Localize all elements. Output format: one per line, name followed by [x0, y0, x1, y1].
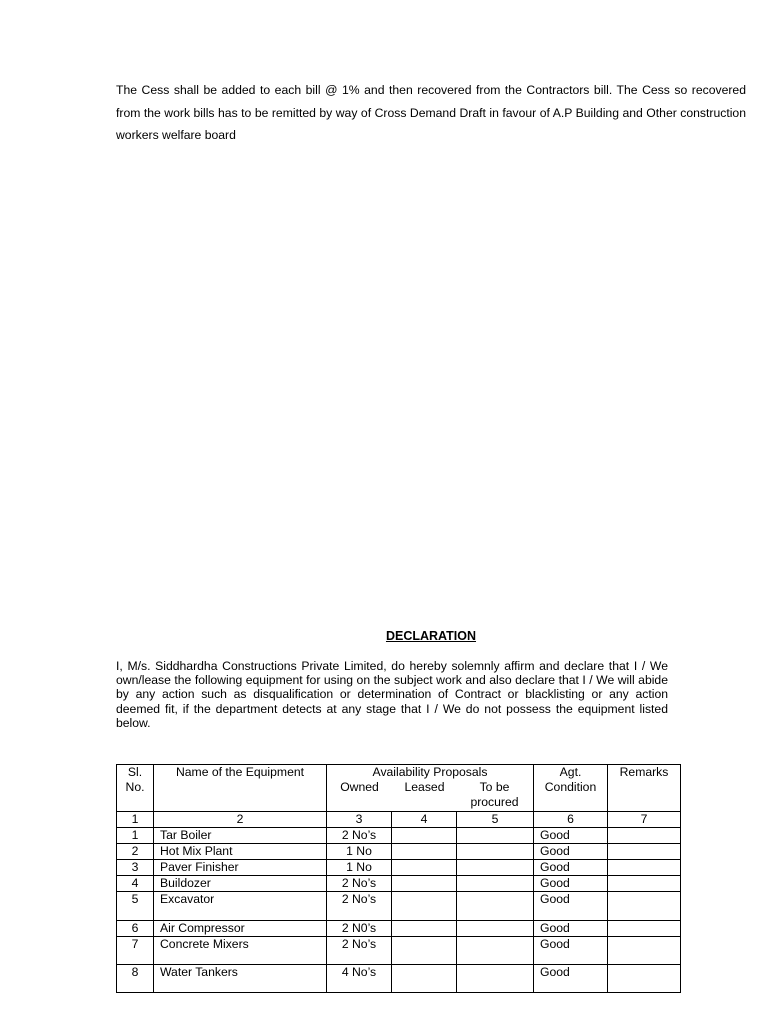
cell-procured	[457, 860, 534, 876]
cess-paragraph: The Cess shall be added to each bill @ 1% and then recovered from the Contractors bill. The Cess so recovered from the work bills has to be remitted by way of Cross Demand Draft in favour of A.P Building and Other construction workers welfare board	[116, 83, 746, 142]
cell-owned: 1 No	[327, 860, 392, 876]
cell-leased	[392, 965, 457, 993]
column-number: 4	[392, 812, 457, 828]
cell-remarks	[608, 844, 681, 860]
cell-procured	[457, 965, 534, 993]
cell-procured	[457, 921, 534, 937]
cell-condition: Good	[534, 892, 608, 921]
column-number: 3	[327, 812, 392, 828]
cell-condition: Good	[534, 921, 608, 937]
cell-equipment-name: Water Tankers	[154, 965, 327, 993]
cell-remarks	[608, 828, 681, 844]
cell-sl: 1	[117, 828, 154, 844]
cell-sl: 7	[117, 937, 154, 965]
cell-owned: 2 N0’s	[327, 921, 392, 937]
table-row	[117, 892, 681, 921]
cell-procured	[457, 876, 534, 892]
cell-leased	[392, 860, 457, 876]
header-agt-condition: Agt. Condition	[534, 765, 608, 812]
cell-equipment-name: Buildozer	[154, 876, 327, 892]
cell-owned: 2 No’s	[327, 876, 392, 892]
cell-leased	[392, 828, 457, 844]
table-row	[117, 876, 681, 892]
cell-sl: 3	[117, 860, 154, 876]
cell-equipment-name: Concrete Mixers	[154, 937, 327, 965]
cell-procured	[457, 937, 534, 965]
header-remarks: Remarks	[608, 765, 681, 812]
cell-equipment-name: Hot Mix Plant	[154, 844, 327, 860]
cell-condition: Good	[534, 965, 608, 993]
cell-sl: 8	[117, 965, 154, 993]
cell-owned: 2 No’s	[327, 892, 392, 921]
cell-condition: Good	[534, 828, 608, 844]
declaration-title: DECLARATION	[385, 629, 477, 643]
cell-leased	[392, 892, 457, 921]
cell-procured	[457, 892, 534, 921]
cell-owned: 2 No’s	[327, 937, 392, 965]
cell-equipment-name: Excavator	[154, 892, 327, 921]
cell-leased	[392, 937, 457, 965]
column-number-row	[117, 812, 681, 828]
cell-remarks	[608, 921, 681, 937]
header-equipment-name: Name of the Equipment	[154, 765, 327, 812]
cell-condition: Good	[534, 844, 608, 860]
cell-owned: 2 No’s	[327, 828, 392, 844]
declaration-body: I, M/s. Siddhardha Constructions Private Limited, do hereby solemnly affirm and declare that I / We own/lease the following equipment for using on the subject work and also declare that I / We will abide by any action such as disqualification or determination of Contract or blacklisting or any action deemed fit, if the department detects at any stage that I / We do not possess the equipment listed below.	[116, 659, 668, 730]
cell-sl: 2	[117, 844, 154, 860]
cell-remarks	[608, 876, 681, 892]
cell-equipment-name: Tar Boiler	[154, 828, 327, 844]
column-number: 5	[457, 812, 534, 828]
header-to-be-procured: To be procured	[470, 780, 519, 809]
table-header-row	[117, 765, 681, 812]
cell-equipment-name: Air Compressor	[154, 921, 327, 937]
cell-leased	[392, 921, 457, 937]
cell-leased	[392, 844, 457, 860]
table-row	[117, 828, 681, 844]
table-row	[117, 921, 681, 937]
equipment-table	[116, 764, 681, 993]
cell-owned: 4 No’s	[327, 965, 392, 993]
column-number: 1	[117, 812, 154, 828]
header-availability: Availability Proposals	[372, 765, 488, 779]
cell-equipment-name: Paver Finisher	[154, 860, 327, 876]
cell-remarks	[608, 860, 681, 876]
header-leased: Leased	[404, 780, 445, 794]
header-availability-group	[327, 765, 534, 812]
cell-sl: 6	[117, 921, 154, 937]
table-row	[117, 965, 681, 993]
header-owned: Owned	[340, 780, 379, 794]
column-number: 2	[154, 812, 327, 828]
cell-leased	[392, 876, 457, 892]
cell-condition: Good	[534, 860, 608, 876]
cell-procured	[457, 844, 534, 860]
cell-sl: 5	[117, 892, 154, 921]
table-row	[117, 844, 681, 860]
column-number: 6	[534, 812, 608, 828]
column-number: 7	[608, 812, 681, 828]
cell-sl: 4	[117, 876, 154, 892]
cell-owned: 1 No	[327, 844, 392, 860]
header-availability-subcolumns	[327, 780, 533, 810]
table-row	[117, 937, 681, 965]
table-row	[117, 860, 681, 876]
cell-remarks	[608, 965, 681, 993]
cell-procured	[457, 828, 534, 844]
cell-remarks	[608, 937, 681, 965]
cell-condition: Good	[534, 876, 608, 892]
cell-condition: Good	[534, 937, 608, 965]
cell-remarks	[608, 892, 681, 921]
header-sl-no: Sl. No.	[117, 765, 154, 812]
